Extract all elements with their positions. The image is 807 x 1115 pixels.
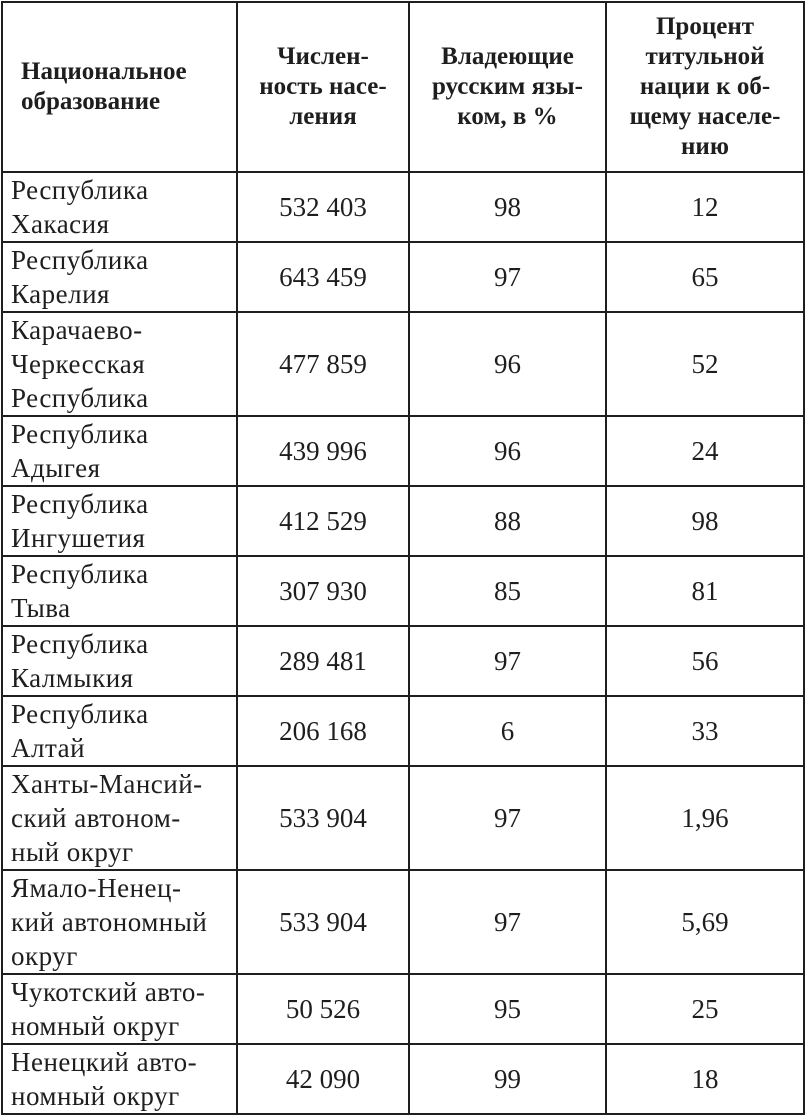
cell-titular-percent: 56 <box>606 626 804 696</box>
cell-entity-name <box>2 416 237 486</box>
header-line: Владеющие <box>441 43 574 70</box>
cell-russian-percent: 6 <box>409 696 606 766</box>
cell-entity-name <box>2 626 237 696</box>
table-body <box>2 172 804 1114</box>
entity-name-line: Адыгея <box>11 453 101 483</box>
entity-name-line: Ямало-Ненец- <box>11 873 182 903</box>
entity-name-line: Алтай <box>11 733 86 763</box>
header-line: русским язы- <box>431 73 583 100</box>
header-russian-speakers <box>409 2 606 172</box>
cell-entity-name <box>2 486 237 556</box>
cell-russian-percent: 96 <box>409 416 606 486</box>
table-row <box>2 974 804 1044</box>
header-line: Процент <box>655 13 755 40</box>
cell-entity-name <box>2 1044 237 1114</box>
cell-titular-percent: 1,96 <box>606 766 804 870</box>
entity-name-line: Республика <box>11 629 149 659</box>
entity-name-line: Чукотский авто- <box>11 977 206 1007</box>
entity-name-line: Калмыкия <box>11 663 134 693</box>
cell-population: 643 459 <box>237 242 409 312</box>
cell-population: 439 996 <box>237 416 409 486</box>
entity-name-line: ный округ <box>11 837 134 867</box>
header-national-entity <box>2 2 237 172</box>
cell-titular-percent: 24 <box>606 416 804 486</box>
table-row <box>2 172 804 242</box>
cell-population: 533 904 <box>237 870 409 974</box>
header-line: образование <box>21 88 161 115</box>
entity-name-line: Республика <box>11 175 149 205</box>
cell-titular-percent: 81 <box>606 556 804 626</box>
cell-titular-percent: 52 <box>606 312 804 416</box>
cell-population: 412 529 <box>237 486 409 556</box>
entity-name-line: ский автоном- <box>11 803 181 833</box>
cell-russian-percent: 97 <box>409 626 606 696</box>
entity-name-line: Карачаево- <box>11 315 143 345</box>
cell-population: 533 904 <box>237 766 409 870</box>
cell-russian-percent: 97 <box>409 242 606 312</box>
cell-titular-percent: 18 <box>606 1044 804 1114</box>
header-line: щему населе- <box>629 103 781 130</box>
cell-entity-name <box>2 242 237 312</box>
cell-russian-percent: 85 <box>409 556 606 626</box>
header-line: ность насе- <box>259 73 387 100</box>
table-row <box>2 556 804 626</box>
entity-name-line: Хакасия <box>11 209 110 239</box>
cell-population: 477 859 <box>237 312 409 416</box>
entity-name-line: Черкесская <box>11 349 146 379</box>
cell-entity-name <box>2 696 237 766</box>
table-row <box>2 626 804 696</box>
entity-name-line: Республика <box>11 699 149 729</box>
entity-name-line: Карелия <box>11 279 110 309</box>
header-row <box>2 2 804 172</box>
cell-population: 42 090 <box>237 1044 409 1114</box>
cell-titular-percent: 65 <box>606 242 804 312</box>
header-line: ком, в % <box>457 103 558 130</box>
table-row <box>2 416 804 486</box>
cell-titular-percent: 25 <box>606 974 804 1044</box>
entity-name-line: кий автономный <box>11 907 208 937</box>
cell-titular-percent: 12 <box>606 172 804 242</box>
cell-russian-percent: 99 <box>409 1044 606 1114</box>
entity-name-line: Республика <box>11 245 149 275</box>
header-titular-percent <box>606 2 804 172</box>
cell-entity-name <box>2 870 237 974</box>
cell-russian-percent: 88 <box>409 486 606 556</box>
header-line: нации к об- <box>639 73 771 100</box>
entity-name-line: Ненецкий авто- <box>11 1047 198 1077</box>
entity-name-line: Республика <box>11 383 149 413</box>
cell-entity-name <box>2 974 237 1044</box>
entity-name-line: Республика <box>11 489 149 519</box>
table-row <box>2 1044 804 1114</box>
entity-name-line: Ингушетия <box>11 523 146 553</box>
header-line: Национальное <box>21 58 187 85</box>
header-line: Числен- <box>277 43 369 70</box>
header-line: титульной <box>645 43 765 70</box>
cell-titular-percent: 5,69 <box>606 870 804 974</box>
table-row <box>2 870 804 974</box>
cell-entity-name <box>2 556 237 626</box>
header-line: ления <box>289 103 357 130</box>
cell-population: 206 168 <box>237 696 409 766</box>
cell-russian-percent: 97 <box>409 870 606 974</box>
entity-name-line: номный округ <box>11 1011 180 1041</box>
entity-name-line: Тыва <box>11 593 71 623</box>
entity-name-line: Ханты-Мансий- <box>11 769 203 799</box>
cell-population: 50 526 <box>237 974 409 1044</box>
table-row <box>2 766 804 870</box>
cell-population: 307 930 <box>237 556 409 626</box>
cell-russian-percent: 98 <box>409 172 606 242</box>
cell-russian-percent: 95 <box>409 974 606 1044</box>
entity-name-line: номный округ <box>11 1081 180 1111</box>
cell-titular-percent: 98 <box>606 486 804 556</box>
table-row <box>2 312 804 416</box>
entity-name-line: округ <box>11 941 78 971</box>
cell-population: 532 403 <box>237 172 409 242</box>
table-row <box>2 696 804 766</box>
cell-entity-name <box>2 766 237 870</box>
cell-russian-percent: 97 <box>409 766 606 870</box>
cell-entity-name <box>2 172 237 242</box>
population-table <box>1 1 805 1115</box>
table-row <box>2 486 804 556</box>
header-population <box>237 2 409 172</box>
cell-population: 289 481 <box>237 626 409 696</box>
cell-titular-percent: 33 <box>606 696 804 766</box>
entity-name-line: Республика <box>11 419 149 449</box>
header-line: нию <box>681 133 729 160</box>
cell-entity-name <box>2 312 237 416</box>
cell-russian-percent: 96 <box>409 312 606 416</box>
table-row <box>2 242 804 312</box>
entity-name-line: Республика <box>11 559 149 589</box>
